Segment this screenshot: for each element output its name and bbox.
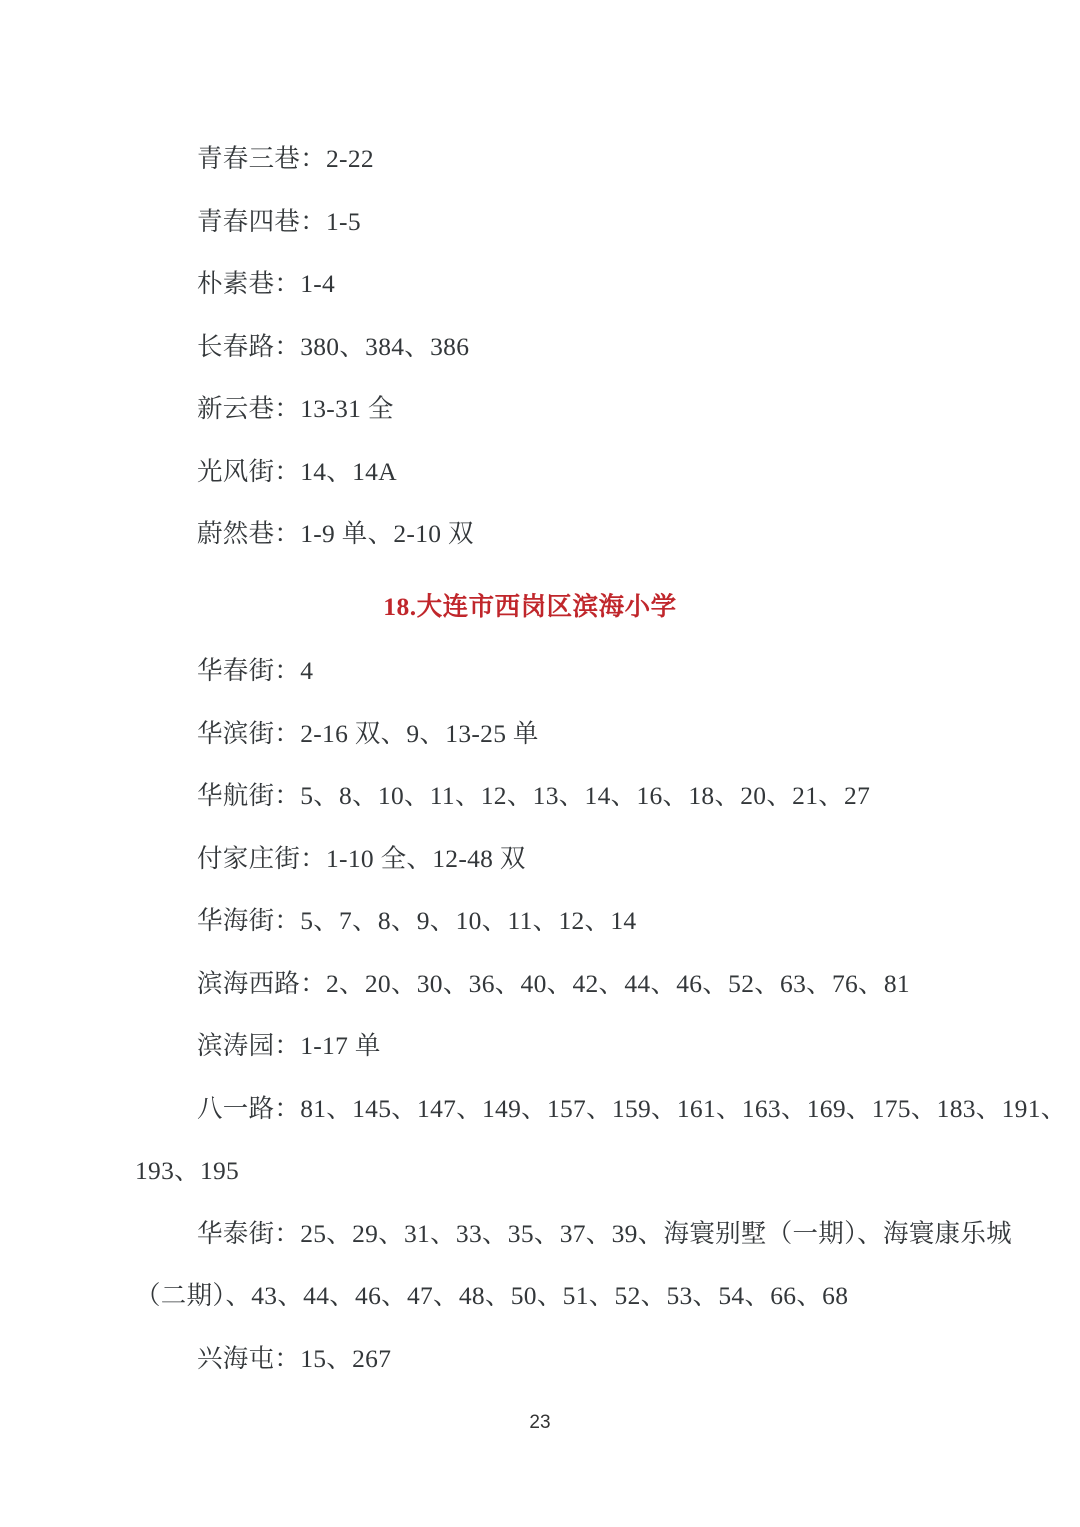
address-line: 华航街：5、8、10、11、12、13、14、16、18、20、21、27 [197, 781, 871, 810]
heading-spacer-top [135, 566, 935, 576]
address-line: 朴素巷：1-4 [197, 269, 336, 298]
address-line-continuation: 193、195 [135, 1156, 240, 1185]
address-line: 滨涛园：1-17 单 [197, 1031, 381, 1060]
address-line-continuation: （二期）、43、44、46、47、48、50、51、52、53、54、66、68 [135, 1281, 849, 1310]
page-number: 23 [529, 1412, 551, 1433]
address-line: 蔚然巷：1-9 单、2-10 双 [197, 519, 474, 548]
address-line: 青春四巷：1-5 [197, 206, 361, 236]
address-line: 华滨街：2-16 双、9、13-25 单 [197, 718, 539, 748]
address-line: 青春三巷：2-22 [197, 144, 374, 173]
address-line: 华海街：5、7、8、9、10、11、12、14 [197, 906, 637, 935]
address-line: 长春路：380、384、386 [197, 331, 470, 361]
address-line: 新云巷：13-31 全 [197, 394, 394, 423]
section-heading: 18.大连市西岗区滨海小学 [383, 591, 677, 621]
address-line: 光风街：14、14A [197, 456, 397, 486]
document-body [135, 128, 1067, 1390]
address-line: 兴海屯：15、267 [197, 1343, 392, 1373]
address-line: 八一路：81、145、147、149、157、159、161、163、169、175、183、191、 [197, 1093, 1067, 1123]
address-line: 华泰街：25、29、31、33、35、37、39、海寰别墅（一期）、海寰康乐城 [197, 1218, 1012, 1248]
address-line: 华春街：4 [197, 656, 314, 685]
address-line: 付家庄街：1-10 全、12-48 双 [197, 843, 526, 873]
address-line: 滨海西路：2、20、30、36、40、42、44、46、52、63、76、81 [197, 968, 910, 998]
